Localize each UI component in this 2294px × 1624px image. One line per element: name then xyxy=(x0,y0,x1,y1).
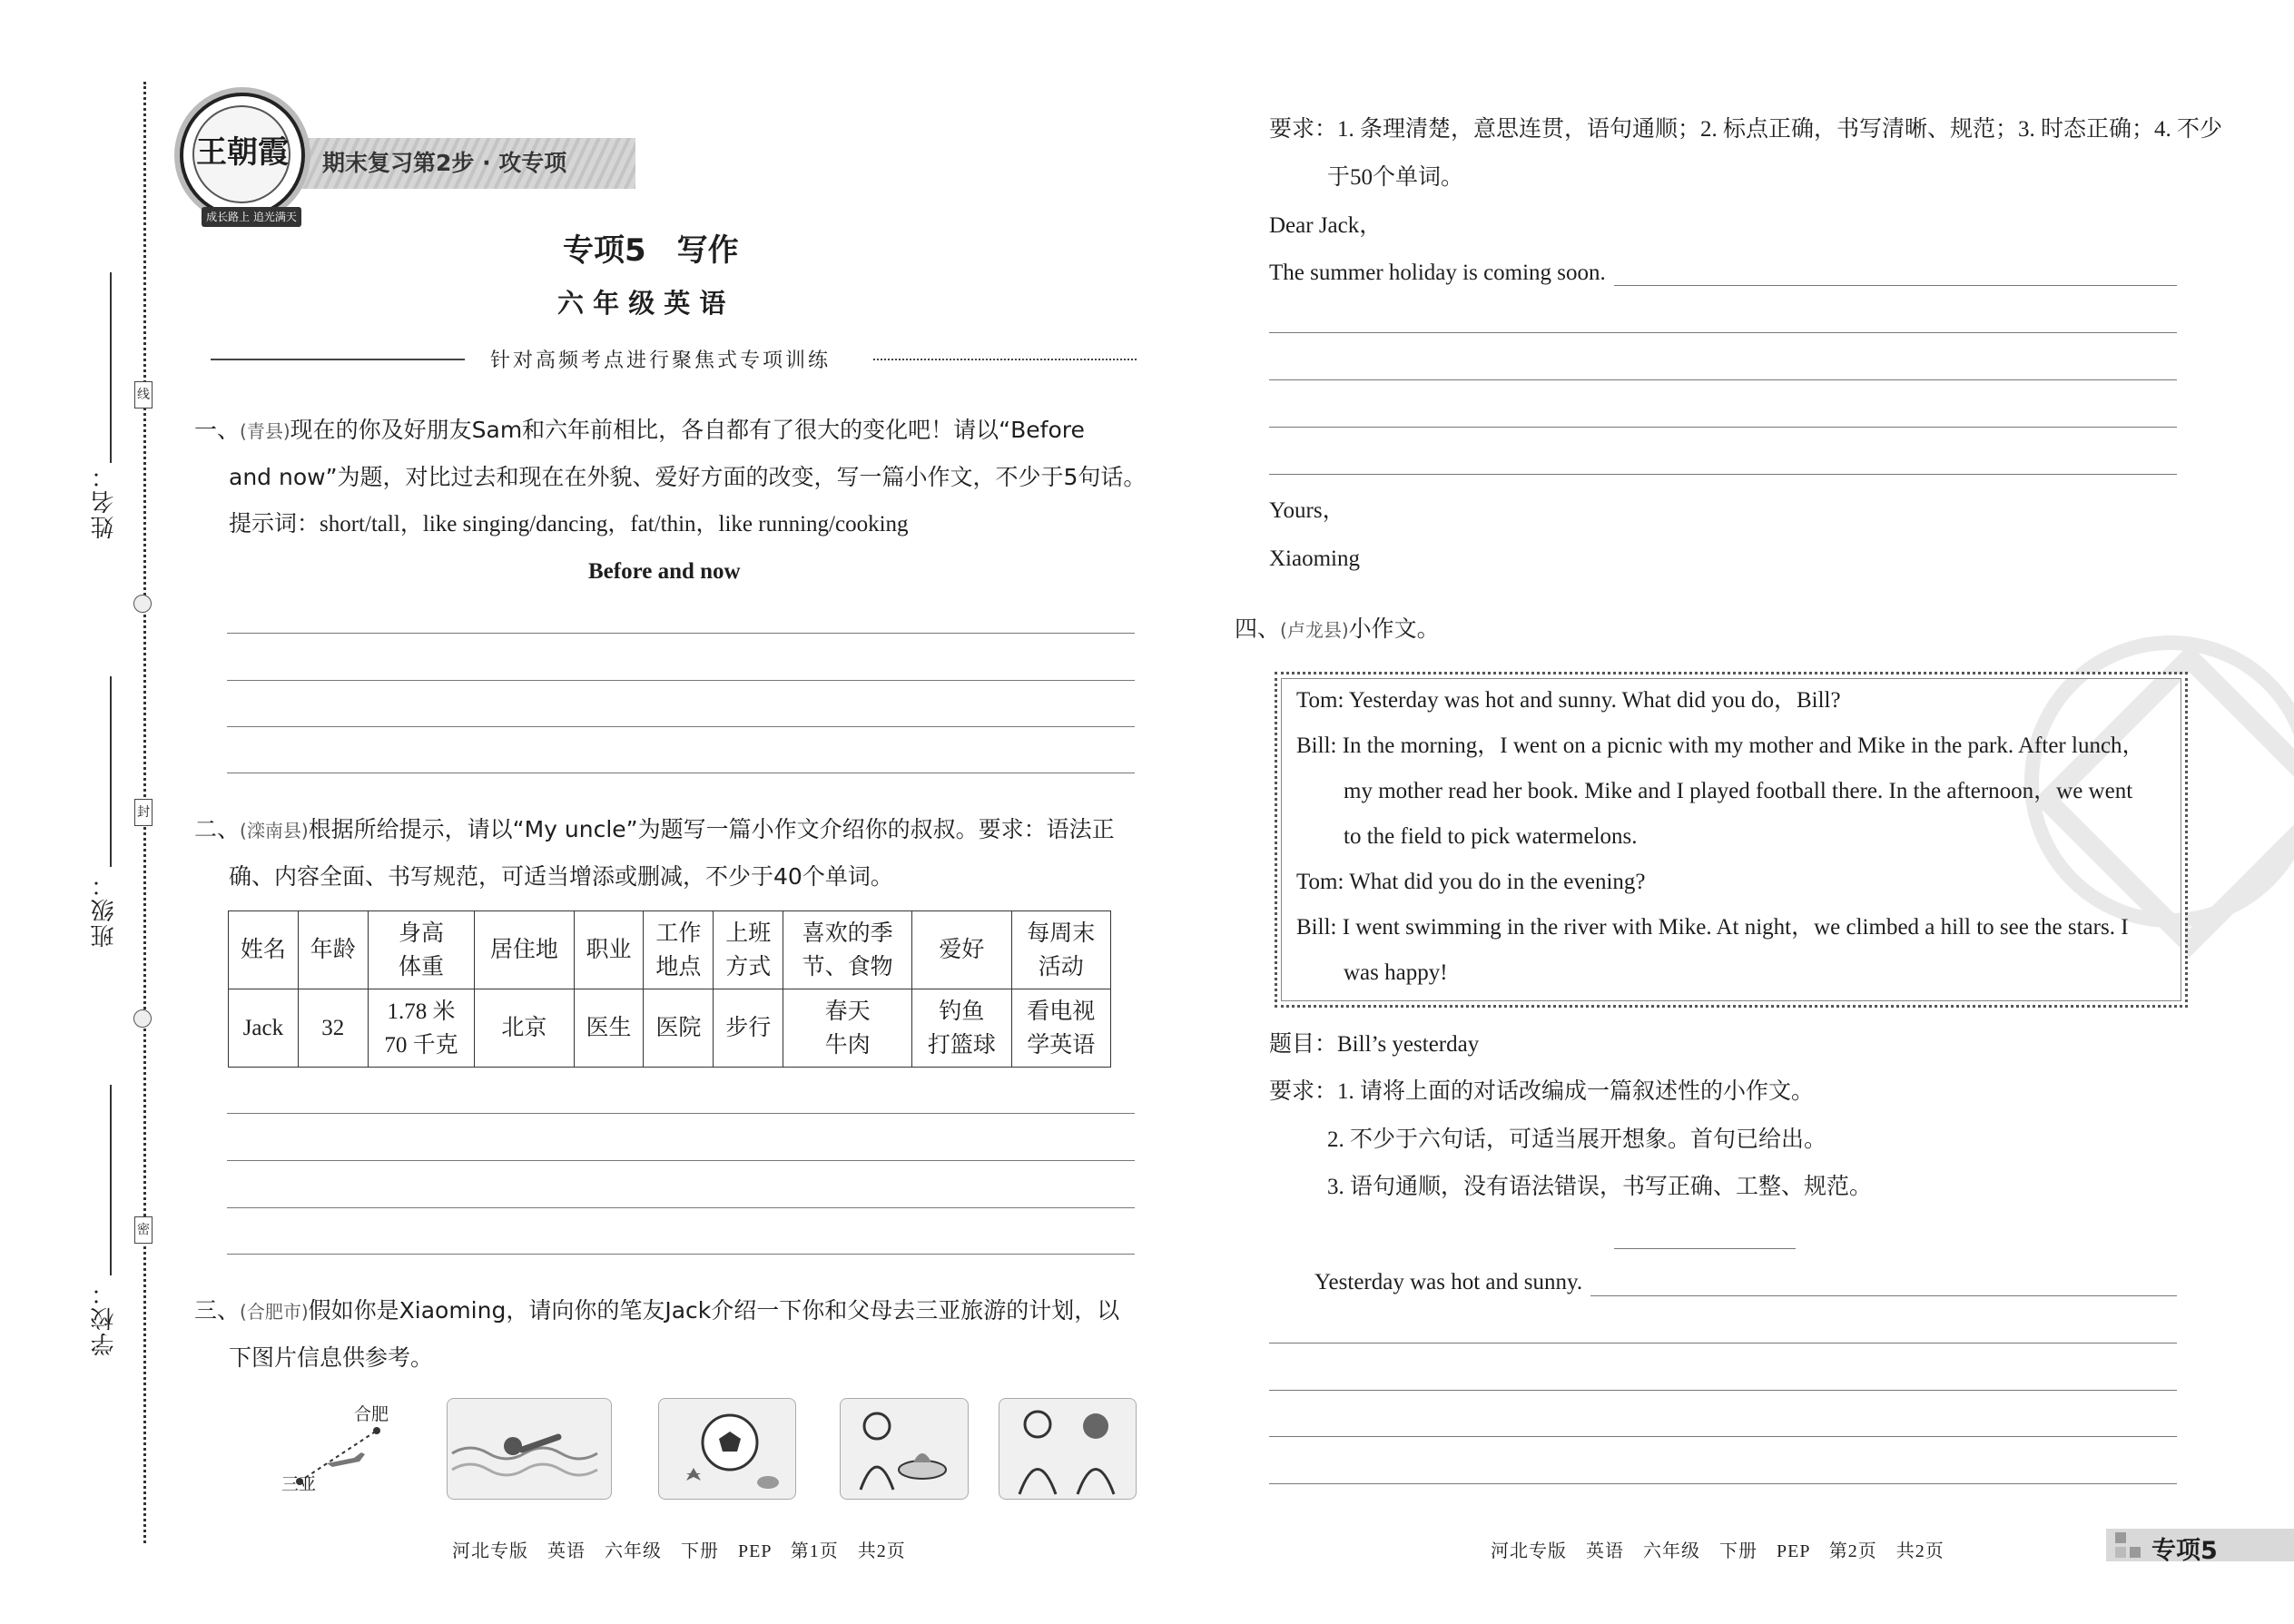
q4-answer-line[interactable] xyxy=(1269,1483,2177,1484)
logo-text: 王朝霞 xyxy=(196,134,289,171)
table-cell: 医生 xyxy=(574,989,644,1068)
school-write-line[interactable] xyxy=(110,1085,112,1275)
q3-number: 三、 xyxy=(194,1297,241,1324)
table-header-cell: 姓名 xyxy=(229,911,299,989)
q2-answer-line[interactable] xyxy=(227,1207,1135,1208)
letter-signature: Xiaoming xyxy=(1269,546,1360,571)
table-header-row xyxy=(229,911,1111,989)
tag-decor-square xyxy=(2115,1532,2126,1543)
table-cell: 北京 xyxy=(475,989,574,1068)
football-icon xyxy=(659,1399,795,1499)
letter-requirements-cont: 于50个单词。 xyxy=(1327,165,1464,190)
q2-line1 xyxy=(194,815,1115,845)
letter-answer-line[interactable] xyxy=(1269,332,2177,333)
table-header-cell: 身高 体重 xyxy=(368,911,475,989)
table-header-cell: 职业 xyxy=(574,911,644,989)
q1-hint: 提示词：short/tall，like singing/dancing，fat/thin，like running/cooking xyxy=(229,512,909,536)
beach-ball-image xyxy=(658,1398,796,1500)
seal-box-secret: 密 xyxy=(134,1216,153,1244)
name-write-line[interactable] xyxy=(110,272,112,463)
q4-topic: 题目：Bill’s yesterday xyxy=(1269,1032,1480,1057)
letter-opening: The summer holiday is coming soon. xyxy=(1269,261,1606,285)
tagline: 针对高频考点进行聚焦式专项训练 xyxy=(490,349,832,372)
letter-answer-line[interactable] xyxy=(1614,285,2177,286)
q3-text: 假如你是Xiaoming，请向你的笔友Jack介绍一下你和父母去三亚旅游的计划，以 xyxy=(308,1297,1120,1324)
tagline-rule-right xyxy=(873,359,1137,360)
seal-box-seal: 封 xyxy=(134,799,153,826)
q4-req-1: 要求：1. 请将上面的对话改编成一篇叙述性的小作文。 xyxy=(1269,1079,1815,1104)
map-from-label: 合肥 xyxy=(354,1404,389,1424)
family-icon xyxy=(999,1399,1136,1499)
q1-text: 现在的你及好朋友Sam和六年前相比，各自都有了很大的变化吧！请以“Before xyxy=(290,417,1085,443)
uncle-info-table xyxy=(228,910,1111,1068)
q2-number: 二、 xyxy=(194,816,241,842)
q1-source: (青县) xyxy=(240,420,290,442)
dialogue-line: my mother read her book. Mike and I played football there. In the afternoon，we went xyxy=(1344,779,2133,803)
dialogue-line: Tom: What did you do in the evening? xyxy=(1296,870,1646,894)
binding-knot-icon xyxy=(133,595,152,613)
table-cell: 医院 xyxy=(644,989,714,1068)
table-header-cell: 爱好 xyxy=(912,911,1011,989)
q4-first-sentence: Yesterday was hot and sunny. xyxy=(1314,1270,1583,1294)
dialogue-line: was happy! xyxy=(1344,960,1448,985)
class-write-line[interactable] xyxy=(110,676,112,867)
q4-heading xyxy=(1235,615,1440,645)
table-header-cell: 每周末 活动 xyxy=(1011,911,1110,989)
letter-requirements: 要求：1. 条理清楚，意思连贯，语句通顺；2. 标点正确，书写清晰、规范；3. 时态正确；4. 不少 xyxy=(1269,117,2223,142)
diner-icon xyxy=(841,1399,968,1499)
table-cell: 看电视 学英语 xyxy=(1011,989,1110,1068)
q3-source: (合肥市) xyxy=(240,1301,309,1323)
q4-answer-line[interactable] xyxy=(1590,1295,2177,1296)
q3-line1 xyxy=(194,1296,1119,1326)
table-cell: 钓鱼 打篮球 xyxy=(912,989,1011,1068)
dialogue-line: Bill: I went swimming in the river with Mike. At night，we climbed a hill to see the stars. I xyxy=(1296,915,2129,940)
page-subtitle: 六 年 级 英 语 xyxy=(557,288,726,319)
q1-line2: and now”为题，对比过去和现在在外貌、爱好方面的改变，写一篇小作文，不少于5句话。 xyxy=(229,464,1147,490)
q2-answer-line[interactable] xyxy=(227,1113,1135,1114)
table-cell: 步行 xyxy=(714,989,783,1068)
essay-title-line[interactable] xyxy=(1614,1248,1796,1249)
q4-number: 四、 xyxy=(1235,615,1281,642)
q4-text: 小作文。 xyxy=(1348,615,1440,642)
table-cell: 1.78 米 70 千克 xyxy=(368,989,475,1068)
q2-answer-line[interactable] xyxy=(227,1254,1135,1255)
q4-req-3: 3. 语句通顺，没有语法错误，书写正确、工整、规范。 xyxy=(1327,1175,1873,1199)
brand-logo xyxy=(180,93,305,218)
q2-text: 根据所给提示，请以“My uncle”为题写一篇小作文介绍你的叔叔。要求：语法正 xyxy=(308,816,1115,842)
name-label: 姓名： xyxy=(91,463,118,539)
q1-answer-line[interactable] xyxy=(227,726,1135,727)
family-image xyxy=(999,1398,1137,1500)
q1-number: 一、 xyxy=(194,417,241,443)
q1-essay-title: Before and now xyxy=(588,559,741,584)
q2-source: (滦南县) xyxy=(240,820,309,842)
tag-decor-square xyxy=(2115,1547,2126,1558)
table-cell: 32 xyxy=(298,989,368,1068)
q4-answer-line[interactable] xyxy=(1269,1436,2177,1437)
seal-box-line: 线 xyxy=(134,381,153,408)
table-cell: Jack xyxy=(229,989,299,1068)
q4-source: (卢龙县) xyxy=(1280,619,1349,641)
q1-line1 xyxy=(194,416,1085,446)
q3-line2: 下图片信息供参考。 xyxy=(229,1344,434,1371)
school-label: 学校： xyxy=(91,1280,118,1356)
page-title: 专项5 写作 xyxy=(563,232,739,269)
letter-answer-line[interactable] xyxy=(1269,427,2177,428)
footer-page-1: 河北专版 英语 六年级 下册 PEP 第1页 共2页 xyxy=(452,1541,906,1561)
q1-answer-line[interactable] xyxy=(227,680,1135,681)
dialogue-line: to the field to pick watermelons. xyxy=(1344,824,1638,849)
binding-knot-icon xyxy=(133,1009,152,1028)
table-header-cell: 居住地 xyxy=(475,911,574,989)
letter-answer-line[interactable] xyxy=(1269,474,2177,475)
eating-image xyxy=(840,1398,969,1500)
class-label: 班级： xyxy=(91,871,118,948)
dialogue-line: Tom: Yesterday was hot and sunny. What did you do，Bill? xyxy=(1296,688,1841,713)
swimming-image xyxy=(447,1398,612,1500)
dialogue-line: Bill: In the morning，I went on a picnic with my mother and Mike in the park. After lunch， xyxy=(1296,733,2145,758)
letter-closing: Yours， xyxy=(1269,498,1345,523)
table-header-cell: 喜欢的季 节、食物 xyxy=(783,911,912,989)
q1-answer-line[interactable] xyxy=(227,633,1135,634)
q4-answer-line[interactable] xyxy=(1269,1390,2177,1391)
banner-text: 期末复习第2步 · 攻专项 xyxy=(322,150,567,176)
table-header-cell: 年龄 xyxy=(298,911,368,989)
table-header-cell: 工作 地点 xyxy=(644,911,714,989)
q2-answer-line[interactable] xyxy=(227,1160,1135,1161)
logo-slogan: 成长路上 追光满天 xyxy=(202,207,301,227)
table-row xyxy=(229,989,1111,1068)
table-cell: 春天 牛肉 xyxy=(783,989,912,1068)
letter-salutation: Dear Jack， xyxy=(1269,213,1383,238)
letter-answer-line[interactable] xyxy=(1269,379,2177,380)
q2-line2: 确、内容全面、书写规范，可适当增添或删减，不少于40个单词。 xyxy=(229,863,893,890)
tag-decor-square xyxy=(2130,1547,2141,1558)
tagline-rule-left xyxy=(211,359,465,360)
swimmer-icon xyxy=(448,1399,611,1499)
q4-req-2: 2. 不少于六句话，可适当展开想象。首句已给出。 xyxy=(1327,1127,1827,1152)
table-header-cell: 上班 方式 xyxy=(714,911,783,989)
footer-page-2: 河北专版 英语 六年级 下册 PEP 第2页 共2页 xyxy=(1491,1541,1944,1561)
corner-tag-text: 专项5 xyxy=(2151,1537,2218,1565)
map-to-label: 三亚 xyxy=(281,1474,317,1494)
